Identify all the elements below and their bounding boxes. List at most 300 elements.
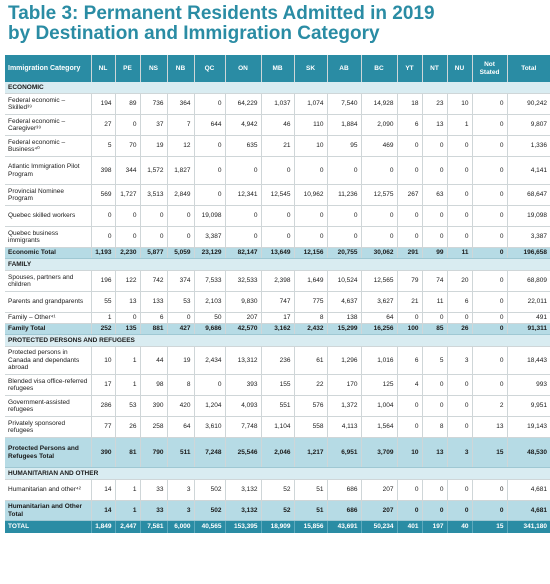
table-cell: 0 bbox=[422, 206, 447, 227]
table-cell: 33 bbox=[140, 480, 167, 501]
column-header: PE bbox=[115, 55, 140, 82]
table-cell: 196 bbox=[91, 271, 115, 292]
row-label: Protected Persons and Refugees Total bbox=[5, 438, 91, 468]
table-cell: 1,296 bbox=[327, 347, 361, 375]
table-cell: 569 bbox=[91, 185, 115, 206]
table-cell: 91,311 bbox=[507, 324, 550, 335]
table-cell: 0 bbox=[361, 157, 397, 185]
table-row bbox=[5, 292, 550, 313]
table-row bbox=[5, 313, 550, 324]
row-label: Federal economic – Caregiver³⁹ bbox=[5, 115, 91, 136]
table-cell: 881 bbox=[140, 324, 167, 335]
table-cell: 0 bbox=[472, 501, 507, 521]
table-cell: 2,434 bbox=[194, 347, 225, 375]
table-cell: 558 bbox=[294, 417, 327, 438]
table-cell: 37 bbox=[140, 115, 167, 136]
table-cell: 6 bbox=[397, 347, 422, 375]
table-cell: 9,807 bbox=[507, 115, 550, 136]
table-cell: 12,565 bbox=[361, 271, 397, 292]
table-cell: 686 bbox=[327, 480, 361, 501]
table-cell: 1,564 bbox=[361, 417, 397, 438]
table-cell: 7,581 bbox=[140, 521, 167, 534]
row-label: Atlantic Immigration Pilot Program bbox=[5, 157, 91, 185]
table-cell: 5 bbox=[422, 347, 447, 375]
table-cell: 3,709 bbox=[361, 438, 397, 468]
table-cell: 502 bbox=[194, 501, 225, 521]
table-cell: 0 bbox=[472, 136, 507, 157]
row-label: Humanitarian and other⁴² bbox=[5, 480, 91, 501]
table-cell: 0 bbox=[422, 501, 447, 521]
column-header: AB bbox=[327, 55, 361, 82]
immigration-table bbox=[5, 55, 550, 533]
table-cell: 99 bbox=[422, 248, 447, 259]
table-cell: 3,513 bbox=[140, 185, 167, 206]
row-label: Economic Total bbox=[5, 248, 91, 259]
table-cell: 0 bbox=[91, 227, 115, 248]
table-cell: 0 bbox=[115, 227, 140, 248]
column-header: YT bbox=[397, 55, 422, 82]
table-body bbox=[5, 82, 550, 533]
table-cell: 0 bbox=[115, 115, 140, 136]
column-header: Total bbox=[507, 55, 550, 82]
table-title-line-2: by Destination and Immigration Category bbox=[8, 23, 380, 44]
table-cell: 5,059 bbox=[167, 248, 194, 259]
section-header-row bbox=[5, 468, 550, 480]
section-title: PROTECTED PERSONS AND REFUGEES bbox=[5, 335, 550, 347]
table-cell: 0 bbox=[194, 157, 225, 185]
table-cell: 90,242 bbox=[507, 94, 550, 115]
table-cell: 6,951 bbox=[327, 438, 361, 468]
table-cell: 133 bbox=[140, 292, 167, 313]
row-label: Blended visa office-referred refugees bbox=[5, 375, 91, 396]
table-cell: 0 bbox=[397, 313, 422, 324]
table-cell: 7,540 bbox=[327, 94, 361, 115]
table-row bbox=[5, 115, 550, 136]
table-cell: 15 bbox=[472, 521, 507, 534]
table-cell: 14 bbox=[91, 501, 115, 521]
table-cell: 0 bbox=[472, 313, 507, 324]
table-cell: 1,849 bbox=[91, 521, 115, 534]
table-cell: 64 bbox=[361, 313, 397, 324]
table-cell: 0 bbox=[397, 157, 422, 185]
table-cell: 0 bbox=[422, 136, 447, 157]
table-cell: 21 bbox=[261, 136, 294, 157]
table-cell: 32,533 bbox=[225, 271, 261, 292]
table-cell: 0 bbox=[361, 206, 397, 227]
table-cell: 0 bbox=[140, 227, 167, 248]
table-cell: 0 bbox=[422, 313, 447, 324]
row-label: Federal economic – Skilled³⁹ bbox=[5, 94, 91, 115]
table-cell: 511 bbox=[167, 438, 194, 468]
table-row bbox=[5, 480, 550, 501]
table-cell: 3 bbox=[447, 438, 472, 468]
table-cell: 742 bbox=[140, 271, 167, 292]
table-cell: 736 bbox=[140, 94, 167, 115]
table-cell: 286 bbox=[91, 396, 115, 417]
table-cell: 0 bbox=[361, 227, 397, 248]
table-cell: 0 bbox=[294, 206, 327, 227]
table-cell: 10 bbox=[294, 136, 327, 157]
column-header: BC bbox=[361, 55, 397, 82]
column-header: ON bbox=[225, 55, 261, 82]
table-cell: 52 bbox=[261, 501, 294, 521]
table-cell: 207 bbox=[225, 313, 261, 324]
table-cell: 196,658 bbox=[507, 248, 550, 259]
table-cell: 170 bbox=[327, 375, 361, 396]
table-cell: 53 bbox=[115, 396, 140, 417]
section-header-row bbox=[5, 82, 550, 94]
table-cell: 0 bbox=[225, 227, 261, 248]
table-cell: 390 bbox=[140, 396, 167, 417]
column-header: NL bbox=[91, 55, 115, 82]
table-cell: 374 bbox=[167, 271, 194, 292]
table-cell: 0 bbox=[225, 206, 261, 227]
table-cell: 0 bbox=[472, 375, 507, 396]
table-cell: 0 bbox=[422, 375, 447, 396]
table-cell: 135 bbox=[115, 324, 140, 335]
table-cell: 686 bbox=[327, 501, 361, 521]
table-cell: 61 bbox=[294, 347, 327, 375]
table-cell: 11 bbox=[422, 292, 447, 313]
table-cell: 207 bbox=[361, 480, 397, 501]
table-cell: 0 bbox=[397, 396, 422, 417]
table-cell: 1 bbox=[91, 313, 115, 324]
table-cell: 7,748 bbox=[225, 417, 261, 438]
row-label: Protected persons in Canada and dependants abroad bbox=[5, 347, 91, 375]
table-cell: 15,299 bbox=[327, 324, 361, 335]
table-cell: 2 bbox=[472, 396, 507, 417]
table-cell: 2,046 bbox=[261, 438, 294, 468]
table-cell: 0 bbox=[261, 157, 294, 185]
table-cell: 53 bbox=[167, 292, 194, 313]
table-cell: 0 bbox=[447, 396, 472, 417]
table-cell: 0 bbox=[472, 94, 507, 115]
table-cell: 0 bbox=[194, 375, 225, 396]
table-cell: 194 bbox=[91, 94, 115, 115]
table-cell: 19 bbox=[167, 347, 194, 375]
table-cell: 10 bbox=[397, 438, 422, 468]
column-header: QC bbox=[194, 55, 225, 82]
row-label: Parents and grandparents bbox=[5, 292, 91, 313]
table-cell: 775 bbox=[294, 292, 327, 313]
column-header: NS bbox=[140, 55, 167, 82]
table-cell: 790 bbox=[140, 438, 167, 468]
table-cell: 14 bbox=[91, 480, 115, 501]
table-cell: 0 bbox=[225, 157, 261, 185]
table-cell: 3,162 bbox=[261, 324, 294, 335]
table-cell: 18,443 bbox=[507, 347, 550, 375]
table-cell: 1 bbox=[115, 375, 140, 396]
table-cell: 398 bbox=[91, 157, 115, 185]
table-cell: 13 bbox=[422, 115, 447, 136]
table-cell: 17 bbox=[261, 313, 294, 324]
table-cell: 0 bbox=[194, 185, 225, 206]
table-cell: 0 bbox=[472, 292, 507, 313]
table-cell: 0 bbox=[261, 227, 294, 248]
table-cell: 7 bbox=[167, 115, 194, 136]
table-cell: 12 bbox=[167, 136, 194, 157]
table-cell: 16,256 bbox=[361, 324, 397, 335]
table-cell: 341,180 bbox=[507, 521, 550, 534]
table-cell: 1,016 bbox=[361, 347, 397, 375]
table-cell: 51 bbox=[294, 480, 327, 501]
row-label: Quebec skilled workers bbox=[5, 206, 91, 227]
table-cell: 22,011 bbox=[507, 292, 550, 313]
table-cell: 6 bbox=[397, 115, 422, 136]
table-cell: 8 bbox=[294, 313, 327, 324]
table-cell: 1,193 bbox=[91, 248, 115, 259]
total-row bbox=[5, 324, 550, 335]
table-cell: 81 bbox=[115, 438, 140, 468]
table-cell: 0 bbox=[327, 157, 361, 185]
table-cell: 551 bbox=[261, 396, 294, 417]
column-header: SK bbox=[294, 55, 327, 82]
table-cell: 0 bbox=[397, 480, 422, 501]
table-cell: 1 bbox=[115, 347, 140, 375]
table-row bbox=[5, 417, 550, 438]
table-cell: 6 bbox=[447, 292, 472, 313]
row-label: Government-assisted refugees bbox=[5, 396, 91, 417]
grand-total-row bbox=[5, 521, 550, 534]
table-cell: 0 bbox=[447, 185, 472, 206]
table-cell: 236 bbox=[261, 347, 294, 375]
table-cell: 4,141 bbox=[507, 157, 550, 185]
table-cell: 153,395 bbox=[225, 521, 261, 534]
table-cell: 4,681 bbox=[507, 480, 550, 501]
section-title: FAMILY bbox=[5, 259, 550, 271]
table-cell: 12,341 bbox=[225, 185, 261, 206]
table-cell: 0 bbox=[447, 157, 472, 185]
table-cell: 1,217 bbox=[294, 438, 327, 468]
table-cell: 635 bbox=[225, 136, 261, 157]
table-cell: 4,637 bbox=[327, 292, 361, 313]
total-row bbox=[5, 501, 550, 521]
table-cell: 0 bbox=[397, 206, 422, 227]
table-cell: 3,387 bbox=[194, 227, 225, 248]
row-label: Federal economic – Business⁴⁰ bbox=[5, 136, 91, 157]
table-cell: 291 bbox=[397, 248, 422, 259]
table-cell: 19,143 bbox=[507, 417, 550, 438]
table-cell: 19 bbox=[140, 136, 167, 157]
table-cell: 993 bbox=[507, 375, 550, 396]
section-header-row bbox=[5, 259, 550, 271]
row-label: TOTAL bbox=[5, 521, 91, 534]
table-cell: 110 bbox=[294, 115, 327, 136]
table-cell: 13 bbox=[472, 417, 507, 438]
table-cell: 43,691 bbox=[327, 521, 361, 534]
row-label: Provincial Nominee Program bbox=[5, 185, 91, 206]
table-cell: 89 bbox=[115, 94, 140, 115]
table-cell: 3 bbox=[167, 480, 194, 501]
table-cell: 40,565 bbox=[194, 521, 225, 534]
table-cell: 0 bbox=[115, 313, 140, 324]
table-row bbox=[5, 185, 550, 206]
table-cell: 1 bbox=[115, 501, 140, 521]
table-cell: 98 bbox=[140, 375, 167, 396]
table-cell: 5 bbox=[91, 136, 115, 157]
table-cell: 3,387 bbox=[507, 227, 550, 248]
table-cell: 12,156 bbox=[294, 248, 327, 259]
table-cell: 427 bbox=[167, 324, 194, 335]
table-cell: 1,572 bbox=[140, 157, 167, 185]
table-cell: 0 bbox=[397, 227, 422, 248]
table-cell: 1 bbox=[447, 115, 472, 136]
row-label: Privately sponsored refugees bbox=[5, 417, 91, 438]
table-cell: 125 bbox=[361, 375, 397, 396]
table-cell: 0 bbox=[397, 136, 422, 157]
table-cell: 0 bbox=[447, 227, 472, 248]
table-cell: 12,545 bbox=[261, 185, 294, 206]
table-cell: 1,074 bbox=[294, 94, 327, 115]
table-cell: 4 bbox=[397, 375, 422, 396]
table-cell: 0 bbox=[194, 136, 225, 157]
table-cell: 7,248 bbox=[194, 438, 225, 468]
row-label: Quebec business immigrants bbox=[5, 227, 91, 248]
table-cell: 5,877 bbox=[140, 248, 167, 259]
table-row bbox=[5, 347, 550, 375]
section-header-row bbox=[5, 335, 550, 347]
table-cell: 1,004 bbox=[361, 396, 397, 417]
table-cell: 0 bbox=[472, 157, 507, 185]
table-cell: 40 bbox=[447, 521, 472, 534]
table-cell: 502 bbox=[194, 480, 225, 501]
table-cell: 1 bbox=[115, 480, 140, 501]
table-row bbox=[5, 206, 550, 227]
table-cell: 13,649 bbox=[261, 248, 294, 259]
table-cell: 258 bbox=[140, 417, 167, 438]
table-cell: 51 bbox=[294, 501, 327, 521]
table-cell: 9,830 bbox=[225, 292, 261, 313]
table-cell: 138 bbox=[327, 313, 361, 324]
table-row bbox=[5, 94, 550, 115]
table-cell: 2,849 bbox=[167, 185, 194, 206]
table-cell: 9,686 bbox=[194, 324, 225, 335]
table-cell: 4,113 bbox=[327, 417, 361, 438]
table-cell: 18 bbox=[397, 94, 422, 115]
table-row bbox=[5, 227, 550, 248]
table-cell: 197 bbox=[422, 521, 447, 534]
table-cell: 13 bbox=[422, 438, 447, 468]
table-cell: 1,336 bbox=[507, 136, 550, 157]
table-cell: 644 bbox=[194, 115, 225, 136]
table-cell: 15 bbox=[472, 438, 507, 468]
table-cell: 0 bbox=[447, 375, 472, 396]
total-row bbox=[5, 438, 550, 468]
table-cell: 25,546 bbox=[225, 438, 261, 468]
table-cell: 0 bbox=[167, 313, 194, 324]
table-cell: 68,809 bbox=[507, 271, 550, 292]
table-cell: 390 bbox=[91, 438, 115, 468]
header-row bbox=[5, 55, 550, 82]
table-cell: 0 bbox=[447, 417, 472, 438]
table-cell: 1,727 bbox=[115, 185, 140, 206]
table-cell: 0 bbox=[397, 417, 422, 438]
table-cell: 1,037 bbox=[261, 94, 294, 115]
table-cell: 0 bbox=[472, 185, 507, 206]
table-cell: 344 bbox=[115, 157, 140, 185]
table-cell: 0 bbox=[472, 480, 507, 501]
row-label: Humanitarian and Other Total bbox=[5, 501, 91, 521]
table-row bbox=[5, 157, 550, 185]
table-cell: 0 bbox=[422, 227, 447, 248]
table-cell: 20 bbox=[447, 271, 472, 292]
table-cell: 0 bbox=[261, 206, 294, 227]
table-cell: 48,530 bbox=[507, 438, 550, 468]
table-cell: 0 bbox=[472, 324, 507, 335]
column-header: NB bbox=[167, 55, 194, 82]
table-cell: 747 bbox=[261, 292, 294, 313]
table-cell: 0 bbox=[472, 227, 507, 248]
table-cell: 4,942 bbox=[225, 115, 261, 136]
table-cell: 70 bbox=[115, 136, 140, 157]
table-cell: 393 bbox=[225, 375, 261, 396]
table-cell: 0 bbox=[327, 206, 361, 227]
table-cell: 3 bbox=[447, 347, 472, 375]
table-cell: 15,856 bbox=[294, 521, 327, 534]
table-cell: 2,230 bbox=[115, 248, 140, 259]
table-cell: 0 bbox=[447, 501, 472, 521]
total-row bbox=[5, 248, 550, 259]
table-cell: 491 bbox=[507, 313, 550, 324]
table-cell: 10,962 bbox=[294, 185, 327, 206]
table-cell: 23,129 bbox=[194, 248, 225, 259]
table-cell: 2,090 bbox=[361, 115, 397, 136]
table-cell: 0 bbox=[91, 206, 115, 227]
table-cell: 3,627 bbox=[361, 292, 397, 313]
table-cell: 1,884 bbox=[327, 115, 361, 136]
table-cell: 68,647 bbox=[507, 185, 550, 206]
row-label: Spouses, partners and children bbox=[5, 271, 91, 292]
table-cell: 1,204 bbox=[194, 396, 225, 417]
table-cell: 1,649 bbox=[294, 271, 327, 292]
table-cell: 82,147 bbox=[225, 248, 261, 259]
table-cell: 6 bbox=[140, 313, 167, 324]
section-title: ECONOMIC bbox=[5, 82, 550, 94]
table-cell: 4,681 bbox=[507, 501, 550, 521]
table-row bbox=[5, 375, 550, 396]
table-cell: 46 bbox=[261, 115, 294, 136]
table-cell: 77 bbox=[91, 417, 115, 438]
table-cell: 18,909 bbox=[261, 521, 294, 534]
row-label: Family Total bbox=[5, 324, 91, 335]
table-cell: 1,372 bbox=[327, 396, 361, 417]
table-cell: 0 bbox=[472, 115, 507, 136]
table-cell: 64,229 bbox=[225, 94, 261, 115]
table-cell: 10,524 bbox=[327, 271, 361, 292]
table-cell: 79 bbox=[397, 271, 422, 292]
table-cell: 0 bbox=[472, 206, 507, 227]
table-cell: 0 bbox=[140, 206, 167, 227]
table-cell: 11,236 bbox=[327, 185, 361, 206]
table-cell: 44 bbox=[140, 347, 167, 375]
table-cell: 8 bbox=[422, 417, 447, 438]
table-cell: 0 bbox=[447, 206, 472, 227]
table-cell: 0 bbox=[447, 136, 472, 157]
table-cell: 155 bbox=[261, 375, 294, 396]
table-cell: 0 bbox=[472, 271, 507, 292]
table-cell: 10 bbox=[91, 347, 115, 375]
table-cell: 3,610 bbox=[194, 417, 225, 438]
table-cell: 50 bbox=[194, 313, 225, 324]
table-cell: 401 bbox=[397, 521, 422, 534]
table-cell: 10 bbox=[447, 94, 472, 115]
table-cell: 1,827 bbox=[167, 157, 194, 185]
column-header: NT bbox=[422, 55, 447, 82]
table-cell: 9,951 bbox=[507, 396, 550, 417]
table-cell: 17 bbox=[91, 375, 115, 396]
table-cell: 364 bbox=[167, 94, 194, 115]
table-cell: 0 bbox=[167, 206, 194, 227]
